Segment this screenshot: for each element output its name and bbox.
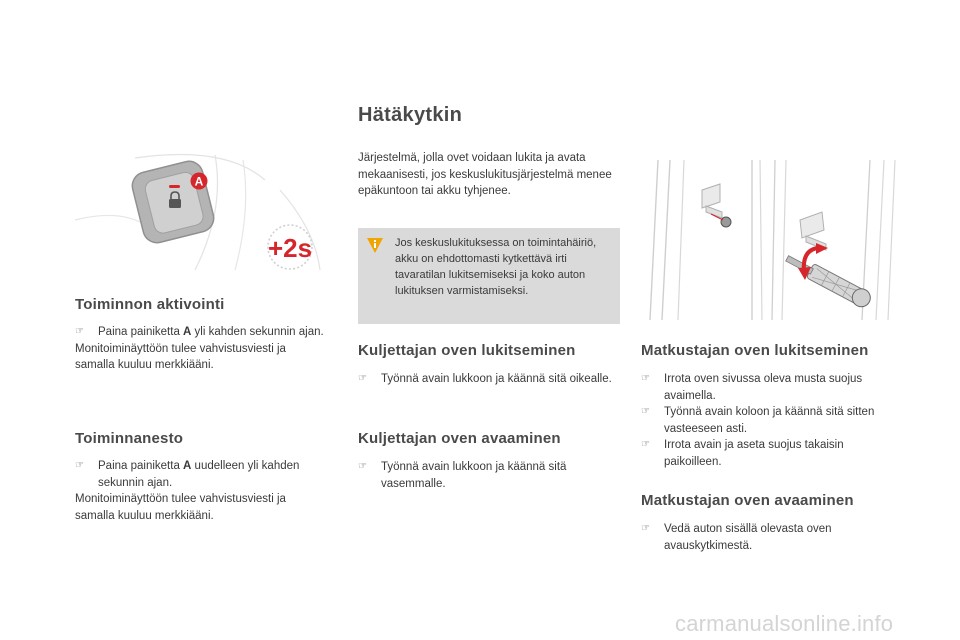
bullet-marker: ☞ <box>358 461 367 472</box>
driver-unlock-title: Kuljettajan oven avaaminen <box>358 430 561 447</box>
info-icon <box>367 237 383 253</box>
info-note-text: Jos keskuslukituksessa on toimintahäiriö, akku on ehdottomasti kytkettävä irti tavaratilan lukitsemiseksi ja koko auton lukituksen varmistamiseksi. <box>395 237 597 297</box>
bullet-marker: ☞ <box>641 439 650 450</box>
hold-time-label: +2s <box>267 233 313 263</box>
driver-lock-section <box>358 342 620 388</box>
list-item: ☞ Irrota avain ja aseta suojus takaisin paikoilleen. <box>641 439 844 468</box>
list-item: ☞ Työnnä avain koloon ja käännä sitä sitten vasteeseen asti. <box>641 406 875 435</box>
cancel-step: ☞ Paina painiketta A uudelleen yli kahden sekunnin ajan. <box>75 460 300 489</box>
key-a: A <box>183 460 192 472</box>
bullet-marker: ☞ <box>641 373 650 384</box>
cancel-title: Toiminnanesto <box>75 430 184 447</box>
info-note <box>358 228 620 324</box>
intro-text: Järjestelmä, jolla ovet voidaan lukita ja avata mekaanisesti, jos keskuslukitusjärjestelmä menee epäkuntoon tai akku tyhjenee. <box>358 152 612 197</box>
bullet-marker: ☞ <box>641 406 650 417</box>
activation-step: ☞ Paina painiketta A yli kahden sekunnin ajan. <box>75 324 325 341</box>
activation-result: Monitoiminäyttöön tulee vahvistusviesti ja samalla kuuluu merkkiääni. <box>75 342 286 371</box>
passenger-lock-section <box>641 342 903 470</box>
badge-a-label: A <box>194 174 204 189</box>
passenger-unlock-title: Matkustajan oven avaaminen <box>641 492 854 509</box>
list-item: ☞ Vedä auton sisällä olevasta oven avauskytkimestä. <box>641 523 832 552</box>
list-item: ☞ Irrota oven sivussa oleva musta suojus avaimella. <box>641 373 863 402</box>
bullet-marker: ☞ <box>75 460 84 471</box>
activation-section <box>75 296 325 374</box>
passenger-lock-title: Matkustajan oven lukitseminen <box>641 342 869 359</box>
key-a: A <box>183 326 192 338</box>
driver-unlock-section <box>358 430 620 492</box>
bullet-marker: ☞ <box>641 523 650 534</box>
key-icon <box>783 250 874 310</box>
list-item: ☞ Työnnä avain lukkoon ja käännä sitä oikealle. <box>358 371 620 388</box>
door-lock-illustration <box>640 150 902 328</box>
activation-title: Toiminnon aktivointi <box>75 296 225 313</box>
cancel-section <box>75 430 325 524</box>
list-item: ☞ Työnnä avain lukkoon ja käännä sitä vasemmalle. <box>358 461 567 490</box>
cancel-result: Monitoiminäyttöön tulee vahvistusviesti ja samalla kuuluu merkkiääni. <box>75 493 286 522</box>
passenger-unlock-section <box>641 492 903 554</box>
switch-illustration <box>75 150 340 278</box>
bullet-marker: ☞ <box>358 373 367 384</box>
watermark[interactable]: carmanualsonline.info <box>675 611 894 636</box>
stopwatch-icon <box>268 225 312 269</box>
page-title: Hätäkytkin <box>358 104 463 126</box>
bullet-marker: ☞ <box>75 326 84 337</box>
driver-lock-title: Kuljettajan oven lukitseminen <box>358 342 576 359</box>
